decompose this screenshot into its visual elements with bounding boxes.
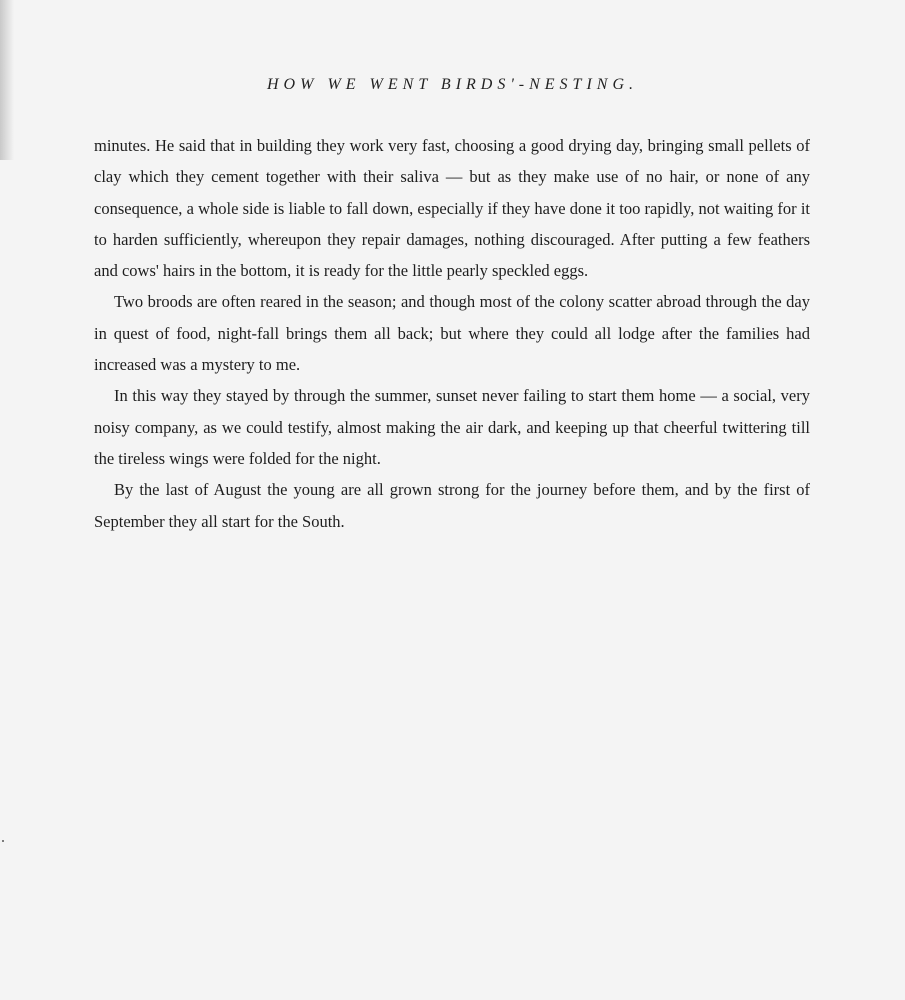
paragraph-august: By the last of August the young are all grown strong for the journey before them, and by the first of September they all start for the South.: [94, 480, 810, 531]
paragraph-continuation: minutes. He said that in building they work very fast, choosing a good drying day, bringing small pellets of clay which they cement together with their saliva — but as they make use of no hair, or none of any consequence, a whole side is liable to fall down, especially if they have done it too rapidly, not waiting for it to harden sufficiently, whereupon they repair damages, nothing discouraged. After putting a few feathers and cows' hairs in the bottom, it is ready for the little pearly speckled eggs.: [94, 136, 810, 281]
body-text: [94, 130, 810, 537]
paragraph-summer: In this way they stayed by through the summer, sunset never failing to start them home — a social, very noisy company, as we could testify, almost making the air dark, and keeping up that cheerful twittering till the tireless wings were folded for the night.: [94, 386, 810, 468]
paragraph-broods: Two broods are often reared in the season; and though most of the colony scatter abroad through the day in quest of food, night-fall brings them all back; but where they could all lodge after the families had increased was a mystery to me.: [94, 292, 810, 375]
page-edge-speck: [2, 840, 4, 842]
running-head: HOW WE WENT BIRDS'-NESTING.: [267, 76, 638, 93]
